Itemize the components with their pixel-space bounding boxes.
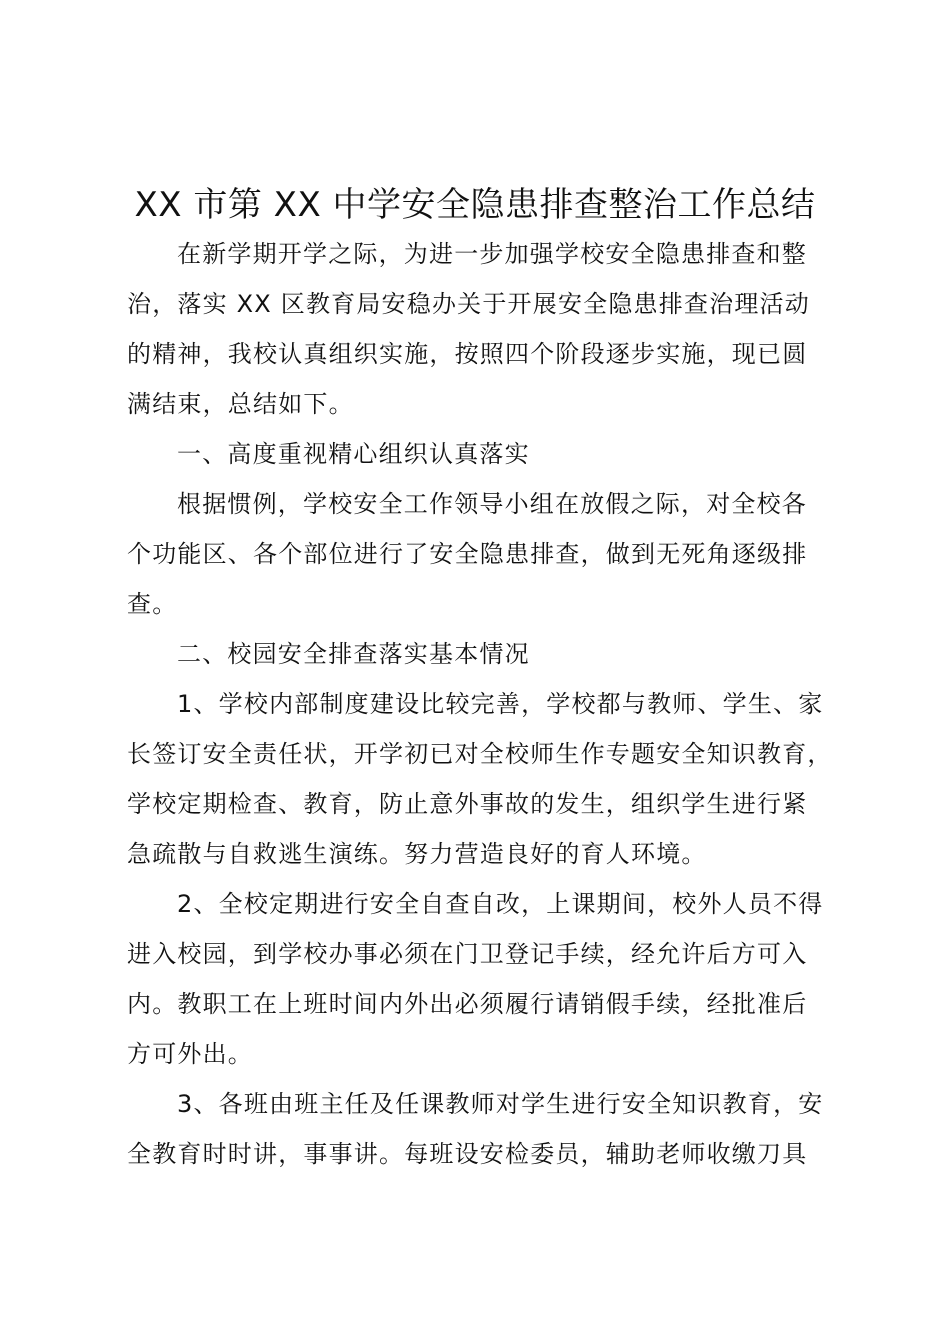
paragraph-line: 学校定期检查、教育，防止意外事故的发生，组织学生进行紧 <box>127 790 808 818</box>
paragraph-line: 急疏散与自救逃生演练。努力营造良好的育人环境。 <box>127 840 707 868</box>
paragraph-line: 进入校园，到学校办事必须在门卫登记手续，经允许后方可入 <box>127 940 808 968</box>
paragraph-line: 治，落实 XX 区教育局安稳办关于开展安全隐患排查治理活动 <box>127 290 810 318</box>
document-title: XX 市第 XX 中学安全隐患排查整治工作总结 <box>134 185 816 225</box>
paragraph-line: 长签订安全责任状，开学初已对全校师生作专题安全知识教育， <box>127 740 833 768</box>
paragraph-line: 1、学校内部制度建设比较完善，学校都与教师、学生、家 <box>177 690 824 718</box>
paragraph-line: 在新学期开学之际，为进一步加强学校安全隐患排查和整 <box>177 240 807 268</box>
paragraph-line: 全教育时时讲，事事讲。每班设安检委员，辅助老师收缴刀具 <box>127 1140 808 1168</box>
paragraph-line: 的精神，我校认真组织实施，按照四个阶段逐步实施，现已圆 <box>127 340 808 368</box>
paragraph-line: 2、全校定期进行安全自查自改，上课期间，校外人员不得 <box>177 890 824 918</box>
paragraph-line: 查。 <box>127 590 178 618</box>
paragraph-line: 内。教职工在上班时间内外出必须履行请销假手续，经批准后 <box>127 990 808 1018</box>
paragraph-line: 方可外出。 <box>127 1040 253 1068</box>
paragraph-line: 根据惯例，学校安全工作领导小组在放假之际，对全校各 <box>177 490 807 518</box>
section-heading: 二、校园安全排查落实基本情况 <box>177 640 530 668</box>
paragraph-line: 3、各班由班主任及任课教师对学生进行安全知识教育，安 <box>177 1090 824 1118</box>
paragraph-line: 个功能区、各个部位进行了安全隐患排查，做到无死角逐级排 <box>127 540 808 568</box>
paragraph-line: 满结束，总结如下。 <box>127 390 354 418</box>
section-heading: 一、高度重视精心组织认真落实 <box>177 440 530 468</box>
